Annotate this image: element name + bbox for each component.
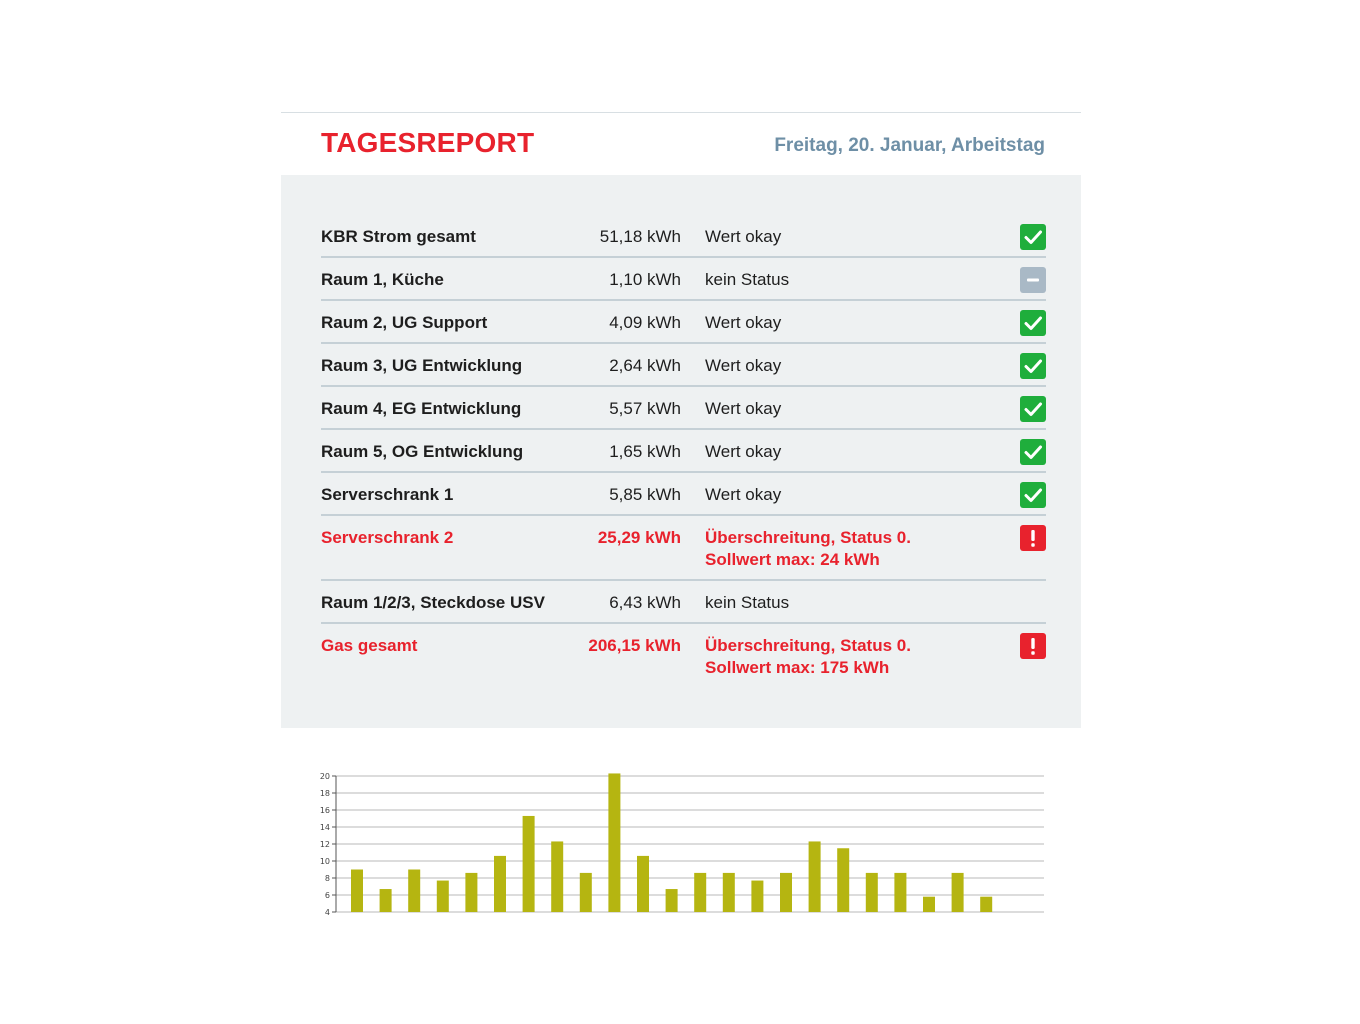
- meter-status: [705, 312, 781, 334]
- bar: [980, 897, 992, 912]
- report-date: Freitag, 20. Januar, Arbeitstag: [774, 135, 1045, 156]
- meter-status: [705, 441, 781, 463]
- check-icon: [1020, 439, 1046, 465]
- bar: [866, 873, 878, 912]
- table-row: [321, 301, 1046, 344]
- meter-value: 1,65 kWh: [609, 442, 681, 461]
- consumption-bar-chart: [300, 764, 1060, 924]
- status-text: Wert okay: [705, 399, 782, 418]
- table-row: [321, 258, 1046, 301]
- bar: [952, 873, 964, 912]
- meter-status: [705, 398, 781, 420]
- meter-status: [705, 592, 789, 614]
- status-text: Wert okay: [705, 313, 782, 332]
- check-icon: [1020, 310, 1046, 336]
- table-row: [321, 473, 1046, 516]
- status-text: Überschreitung, Status 0.: [705, 528, 911, 547]
- y-tick-label: 12: [319, 840, 330, 849]
- table-row: [321, 344, 1046, 387]
- status-text: kein Status: [705, 270, 790, 289]
- bar: [780, 873, 792, 912]
- status-text: Wert okay: [705, 227, 782, 246]
- daily-report: [281, 112, 1081, 728]
- table-row: [321, 215, 1046, 258]
- meter-value: 25,29 kWh: [597, 528, 681, 547]
- bar: [809, 841, 821, 912]
- bar: [408, 870, 420, 913]
- meter-status: [705, 226, 781, 248]
- meter-name: Serverschrank 2: [321, 528, 454, 547]
- meter-name: Raum 2, UG Support: [321, 313, 488, 332]
- check-icon: [1020, 482, 1046, 508]
- meter-table: [321, 215, 1046, 687]
- meter-value: 5,57 kWh: [609, 399, 681, 418]
- exclamation-icon: [1020, 525, 1046, 551]
- table-row: [321, 430, 1046, 473]
- status-setpoint: Sollwert max: 24 kWh: [705, 550, 880, 569]
- meter-name: Gas gesamt: [321, 636, 418, 655]
- status-text: Wert okay: [705, 356, 782, 375]
- meter-value: 1,10 kWh: [609, 270, 681, 289]
- meter-value: 206,15 kWh: [588, 636, 681, 655]
- bar: [523, 816, 535, 912]
- table-row: [321, 624, 1046, 687]
- bar: [551, 841, 563, 912]
- report-header: [281, 113, 1081, 175]
- meter-status: [705, 484, 781, 506]
- meter-name: Raum 1, Küche: [321, 270, 444, 289]
- table-row: [321, 581, 1046, 624]
- bar: [351, 870, 363, 913]
- meter-value: 2,64 kWh: [609, 356, 681, 375]
- check-icon: [1020, 353, 1046, 379]
- status-text: Wert okay: [705, 485, 782, 504]
- y-tick-label: 18: [319, 789, 330, 798]
- meter-status: [705, 527, 911, 571]
- meter-value: 5,85 kWh: [609, 485, 681, 504]
- y-tick-label: 6: [324, 891, 330, 900]
- meter-name: Raum 5, OG Entwicklung: [321, 442, 524, 461]
- meter-name: Raum 1/2/3, Steckdose USV: [321, 593, 545, 612]
- y-tick-label: 14: [319, 823, 330, 832]
- y-tick-label: 16: [319, 806, 330, 815]
- bar: [465, 873, 477, 912]
- y-tick-label: 10: [319, 857, 330, 866]
- bar: [437, 881, 449, 912]
- bar: [608, 773, 620, 912]
- bar: [751, 881, 763, 912]
- check-icon: [1020, 396, 1046, 422]
- bar: [580, 873, 592, 912]
- meter-name: KBR Strom gesamt: [321, 227, 476, 246]
- minus-icon: [1020, 267, 1046, 293]
- exclamation-icon: [1020, 633, 1046, 659]
- status-setpoint: Sollwert max: 175 kWh: [705, 658, 890, 677]
- meter-name: Serverschrank 1: [321, 485, 454, 504]
- bar: [380, 889, 392, 912]
- meter-status: [705, 635, 911, 679]
- check-icon: [1020, 224, 1046, 250]
- table-row: [321, 387, 1046, 430]
- y-tick-label: 20: [319, 772, 330, 781]
- bar: [894, 873, 906, 912]
- bar: [694, 873, 706, 912]
- bar: [637, 856, 649, 912]
- meter-status: [705, 355, 781, 377]
- bar: [494, 856, 506, 912]
- meter-value: 6,43 kWh: [609, 593, 681, 612]
- report-title: TAGESREPORT: [321, 127, 535, 158]
- status-text: kein Status: [705, 593, 790, 612]
- y-tick-label: 8: [324, 874, 330, 883]
- meter-value: 4,09 kWh: [609, 313, 681, 332]
- meter-name: Raum 4, EG Entwicklung: [321, 399, 522, 418]
- meter-status: [705, 269, 789, 291]
- status-text: Wert okay: [705, 442, 782, 461]
- meter-value: 51,18 kWh: [599, 227, 681, 246]
- report-panel: [281, 175, 1081, 728]
- bar: [666, 889, 678, 912]
- bar: [923, 897, 935, 912]
- meter-name: Raum 3, UG Entwicklung: [321, 356, 523, 375]
- y-tick-label: 4: [324, 908, 330, 917]
- status-text: Überschreitung, Status 0.: [705, 636, 911, 655]
- bar: [837, 848, 849, 912]
- table-row: [321, 516, 1046, 581]
- bar: [723, 873, 735, 912]
